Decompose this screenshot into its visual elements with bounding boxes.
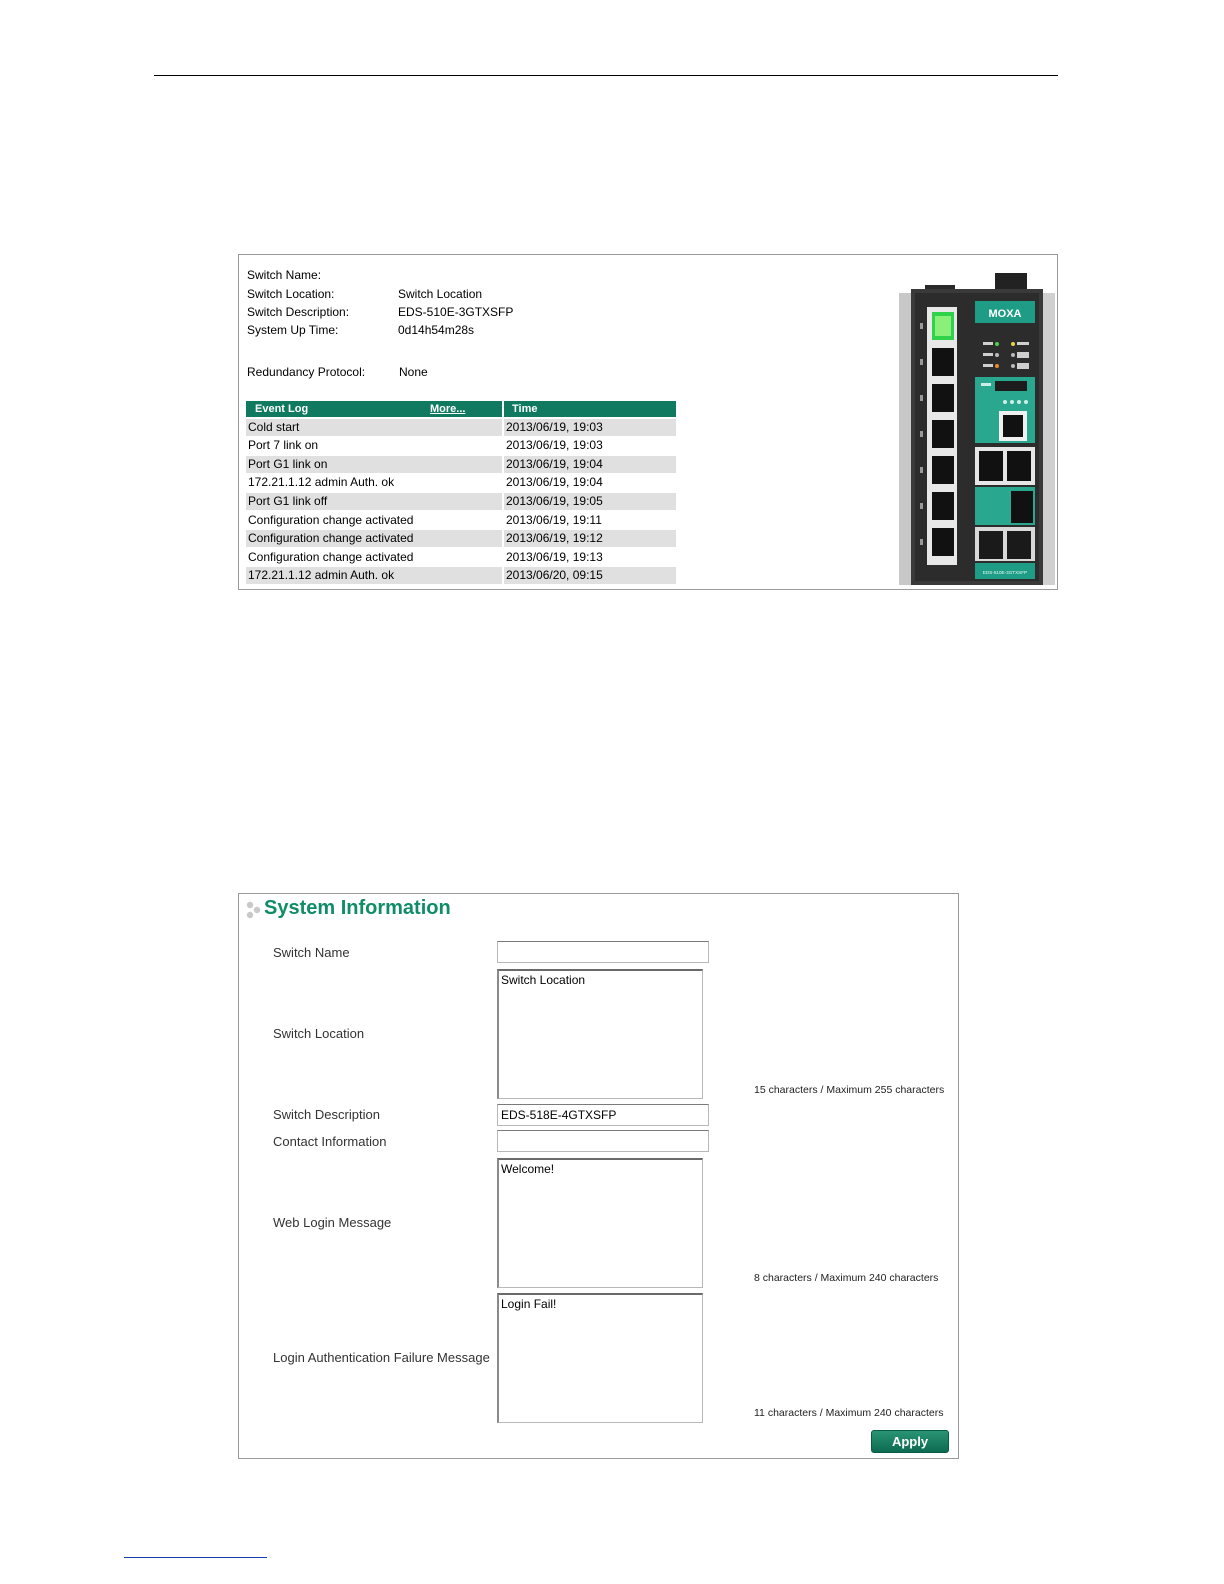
table-row	[246, 530, 676, 547]
web-login-char-count: 8 characters / Maximum 240 characters	[754, 1272, 939, 1284]
table-row	[246, 493, 676, 510]
time-cell: 2013/06/19, 19:13	[506, 549, 603, 564]
login-failure-message-label: Login Authentication Failure Message	[273, 1350, 490, 1365]
redundancy-label: Redundancy Protocol:	[247, 365, 366, 379]
switch-device-image	[899, 271, 1055, 587]
switch-location-value: Switch Location	[398, 287, 483, 301]
time-header-label: Time	[512, 403, 538, 415]
event-log-table	[246, 401, 676, 584]
up-time-value: 0d14h54m28s	[398, 323, 475, 337]
table-row	[246, 437, 676, 454]
event-cell: Port 7 link on	[248, 438, 319, 453]
switch-name-input[interactable]	[497, 941, 709, 963]
redundancy-value: None	[399, 365, 428, 379]
event-cell: Configuration change activated	[246, 530, 502, 547]
system-information-panel	[238, 893, 959, 1459]
web-login-message-label: Web Login Message	[273, 1215, 392, 1230]
table-row	[246, 456, 676, 473]
switch-name-label: Switch Name:	[247, 268, 322, 282]
header-rule	[154, 75, 1058, 76]
contact-information-input[interactable]	[497, 1130, 709, 1152]
switch-location-char-count: 15 characters / Maximum 255 characters	[754, 1084, 945, 1096]
table-row	[246, 512, 676, 529]
time-cell: 2013/06/19, 19:04	[504, 456, 676, 473]
time-cell: 2013/06/19, 19:03	[506, 438, 603, 453]
time-cell: 2013/06/19, 19:03	[504, 419, 676, 436]
contact-information-label: Contact Information	[273, 1134, 387, 1149]
section-dots-icon	[245, 900, 263, 920]
switch-description-label: Switch Description	[273, 1107, 380, 1122]
device-model-label: EDS-510E-3GTXSFP	[982, 570, 1028, 575]
table-row	[246, 419, 676, 436]
switch-location-textarea[interactable]	[497, 969, 703, 1099]
time-cell: 2013/06/20, 09:15	[504, 567, 676, 584]
event-log-header	[246, 401, 676, 417]
time-cell: 2013/06/19, 19:11	[506, 512, 602, 527]
switch-description-input[interactable]	[497, 1104, 709, 1126]
footnote-rule	[124, 1557, 267, 1558]
event-cell: Port G1 link off	[246, 493, 502, 510]
login-failure-message-textarea[interactable]	[497, 1293, 703, 1423]
event-cell: Port G1 link on	[246, 456, 502, 473]
switch-description-label: Switch Description:	[247, 305, 350, 319]
switch-name-label: Switch Name	[273, 945, 350, 960]
switch-location-label: Switch Location	[273, 1026, 365, 1041]
time-cell: 2013/06/19, 19:04	[506, 475, 603, 490]
table-row	[246, 549, 676, 566]
event-cell: 172.21.1.12 admin Auth. ok	[248, 475, 395, 490]
login-failure-char-count: 11 characters / Maximum 240 characters	[754, 1407, 944, 1419]
device-brand-text: MOXA	[988, 308, 1022, 320]
table-row	[246, 474, 676, 491]
switch-location-label: Switch Location:	[247, 287, 335, 301]
event-cell: Configuration change activated	[248, 512, 414, 527]
time-cell: 2013/06/19, 19:12	[504, 530, 676, 547]
switch-description-value: EDS-510E-3GTXSFP	[398, 305, 514, 319]
status-overview-panel	[238, 254, 1058, 590]
event-cell: 172.21.1.12 admin Auth. ok	[246, 567, 502, 584]
page-title: System Information	[264, 897, 451, 919]
apply-button[interactable]: Apply	[871, 1430, 949, 1453]
table-row	[246, 567, 676, 584]
event-cell: Cold start	[246, 419, 502, 436]
up-time-label: System Up Time:	[247, 323, 339, 337]
web-login-message-textarea[interactable]	[497, 1158, 703, 1288]
event-cell: Configuration change activated	[248, 549, 414, 564]
time-cell: 2013/06/19, 19:05	[504, 493, 676, 510]
more-events-link[interactable]: More...	[430, 403, 466, 415]
event-column-header	[246, 401, 502, 417]
time-column-header	[504, 401, 676, 417]
event-log-title: Event Log	[255, 403, 309, 415]
